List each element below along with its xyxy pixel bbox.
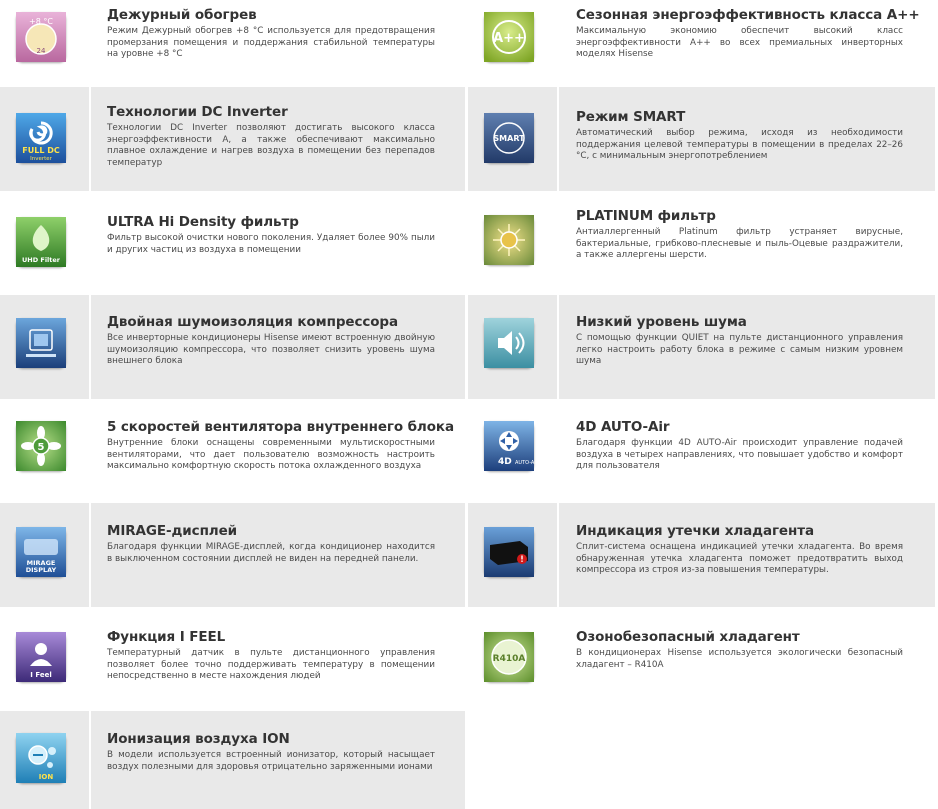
feature-description: В модели используется встроенный ионизатор, который насыщает воздух полезными для здоровья отрицательно заряженными ионами [107,750,435,772]
i-feel-icon [16,632,66,682]
feature-card-compressor-insulation [0,295,465,399]
feature-title: ULTRA Hi Density фильтр [107,214,299,230]
r410a-refrigerant-icon [484,632,534,682]
feature-card-auto-air-4d [468,399,935,503]
icon-label: R410A [492,654,526,664]
ion-ionization-icon [16,733,66,783]
icon-label: DISPLAY [25,566,57,574]
feature-title: Двойная шумоизоляция компрессора [107,314,398,330]
fan-five-speeds-icon [16,421,66,471]
feature-card-duty-heating [0,0,465,87]
feature-title: Дежурный обогрев [107,7,257,23]
feature-description: Все инверторные кондиционеры Hisense имеют встроенную двойную шумоизоляцию компрессора, что позволяет снизить уровень шума внешнего блока [107,333,435,367]
feature-card-ionization [0,711,465,809]
icon-label: AUTO-Air [515,460,538,466]
feature-card-seasonal-efficiency [468,0,935,87]
feature-card-smart-mode [468,87,935,191]
feature-description: Благодаря функции MIRAGE-дисплей, когда кондиционер находится в выключенном состоянии дисплей не виден на передней панели. [107,542,435,564]
icon-label: SMART [493,134,525,143]
feature-title: Функция I FEEL [107,629,226,645]
feature-title: Сезонная энергоэффективность класса A++ [576,7,920,23]
feature-description: С помощью функции QUIET на пульте дистанционного управления легко настроить работу блока в режиме с самым низким уровнем шума [576,333,903,367]
feature-title: Озонобезопасный хладагент [576,629,800,645]
feature-title: Низкий уровень шума [576,314,747,330]
feature-card-i-feel [0,607,465,711]
refrigerant-leak-icon [484,527,534,577]
duty-heating-icon [16,12,66,62]
feature-description: Технологии DC Inverter позволяют достигать высокого класса энергоэффективности A, а также обеспечивают максимально плавное охлаждение и нагрев воздуха в помещении без перепадов температур [107,123,435,168]
compressor-insulation-icon [16,318,66,368]
icon-label: 5 [37,442,45,453]
icon-label: I Feel [30,671,52,679]
energy-class-a-plus-plus-icon [484,12,534,62]
feature-title: MIRAGE-дисплей [107,523,238,539]
feature-description: Благодаря функции 4D AUTO-Air происходит управление подачей воздуха в четырех направлениях, что повышает удобство и комфорт для пользователя [576,438,903,472]
feature-title: Режим SMART [576,109,686,125]
icon-label: +8 °C [29,17,53,26]
feature-description: В кондиционерах Hisense используется экологически безопасный хладагент – R410A [576,648,903,670]
feature-card-fan-speeds [0,399,465,503]
feature-description: Сплит-система оснащена индикацией утечки хладагента. Во время обнаруженная утечка хладагента поможет предотвратить выход компрессора из строя из-за повышения температуры. [576,542,903,576]
feature-title: PLATINUM фильтр [576,208,716,224]
feature-card-ozone-safe [468,607,935,711]
icon-label: 24 [36,47,46,55]
feature-title: Индикация утечки хладагента [576,523,814,539]
feature-description: Внутренние блоки оснащены современными мультискоростными вентиляторами, что дает пользователю возможность настроить максимально комфортную скорость потока охлажденного воздуха [107,438,435,472]
platinum-filter-icon [484,215,534,265]
icon-label: ION [38,773,54,781]
feature-card-dc-inverter [0,87,465,191]
feature-card-mirage-display [0,503,465,607]
feature-card-leak-indication [468,503,935,607]
mirage-display-icon [16,527,66,577]
feature-title: 4D AUTO-Air [576,419,670,435]
icon-label: MIRAGE [26,559,56,567]
icon-label: Inverter [30,156,52,162]
icon-label: UHD Filter [22,256,60,264]
feature-description: Режим Дежурный обогрев +8 °C используется для предотвращения промерзания помещения и поддержания стабильной температуры на уровне +8 °C [107,26,435,60]
feature-card-platinum-filter [468,191,935,295]
icon-label: FULL DC [22,146,60,155]
feature-card-uhd-filter [0,191,465,295]
feature-title: Ионизация воздуха ION [107,731,290,747]
icon-label: 4D [498,457,512,467]
empty-cell [468,711,935,809]
smart-mode-icon [484,113,534,163]
uhd-filter-icon [16,217,66,267]
feature-description: Максимальную экономию обеспечит высокий класс энергоэффективности A++ во всех премиальных инверторных моделях Hisense [576,26,903,60]
feature-description: Антиаллергенный Platinum фильтр устраняет вирусные, бактериальные, грибково-плесневые и пыль-Оцевые раздражители, а также аллергены шерсти. [576,227,903,261]
full-dc-inverter-icon [16,113,66,163]
auto-air-4d-icon [484,421,538,471]
low-noise-speaker-icon [484,318,534,368]
feature-title: Технологии DC Inverter [107,104,288,120]
feature-description: Температурный датчик в пульте дистанционного управления позволяет более точно поддерживать температуру в помещении непосредственно в месте нахождения людей [107,648,435,682]
feature-description: Фильтр высокой очистки нового поколения. Удаляет более 90% пыли и других частиц из воздуха в помещении [107,233,435,255]
feature-description: Автоматический выбор режима, исходя из необходимости поддержания целевой температуры в помещении в пределах 22–26 °C, с минимальным энергопотреблением [576,128,903,162]
feature-card-low-noise [468,295,935,399]
icon-label: A++ [493,31,525,46]
feature-title: 5 скоростей вентилятора внутреннего блока [107,419,454,435]
